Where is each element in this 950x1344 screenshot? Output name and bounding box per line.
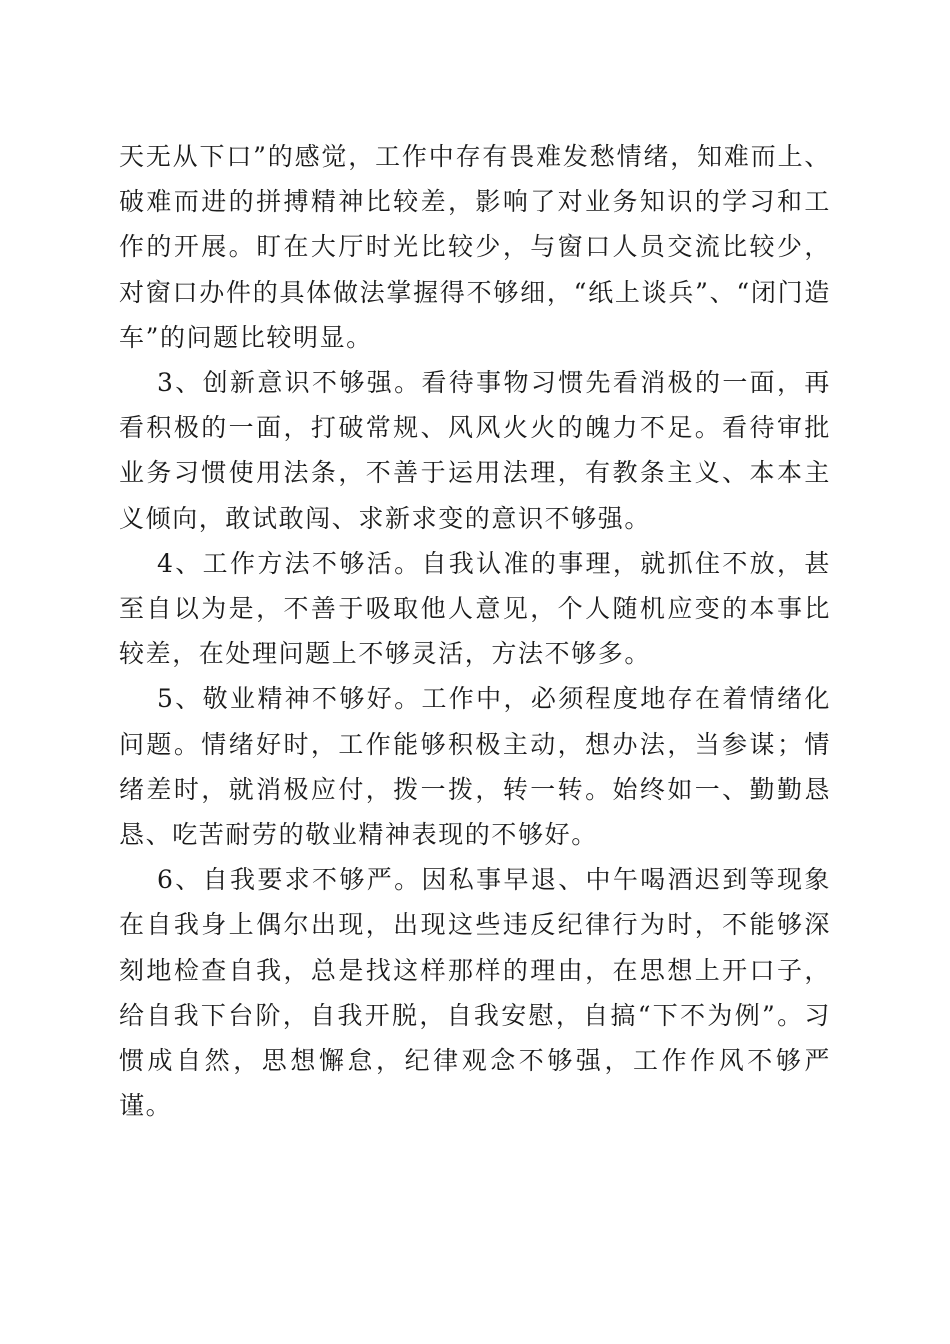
document-body [119,134,831,1128]
paragraph-item-3: 3、创新意识不够强。看待事物习惯先看消极的一面，再看积极的一面，打破常规、风风火火的魄力不足。看待审批业务习惯使用法条，不善于运用法理，有教条主义、本本主义倾向，敢试敢闯、求新求变的意识不够强。 [119,368,831,533]
paragraph-item-4: 4、工作方法不够活。自我认准的事理，就抓住不放，甚至自以为是，不善于吸取他人意见，个人随机应变的本事比较差，在处理问题上不够灵活，方法不够多。 [119,548,831,669]
paragraph-item-6: 6、自我要求不够严。因私事早退、中午喝酒迟到等现象在自我身上偶尔出现，出现这些违反纪律行为时，不能够深刻地检查自我，总是找这样那样的理由，在思想上开口子，给自我下台阶，自我开脱，自我安慰，自搞“下不为例”。习惯成自然，思想懈怠，纪律观念不够强，工作作风不够严谨。 [119,865,831,1121]
paragraph-item-5: 5、敬业精神不够好。工作中，必须程度地存在着情绪化问题。情绪好时，工作能够积极主动，想办法，当参谋；情绪差时，就消极应付，拨一拨，转一转。始终如一、勤勤恳恳、吃苦耐劳的敬业精神表现的不够好。 [119,684,831,850]
paragraph-continuation: 天无从下口”的感觉，工作中存有畏难发愁情绪，知难而上、破难而进的拼搏精神比较差，影响了对业务知识的学习和工作的开展。盯在大厅时光比较少，与窗口人员交流比较少，对窗口办件的具体做法掌握得不够细，“纸上谈兵”、“闭门造车”的问题比较明显。 [119,142,831,352]
